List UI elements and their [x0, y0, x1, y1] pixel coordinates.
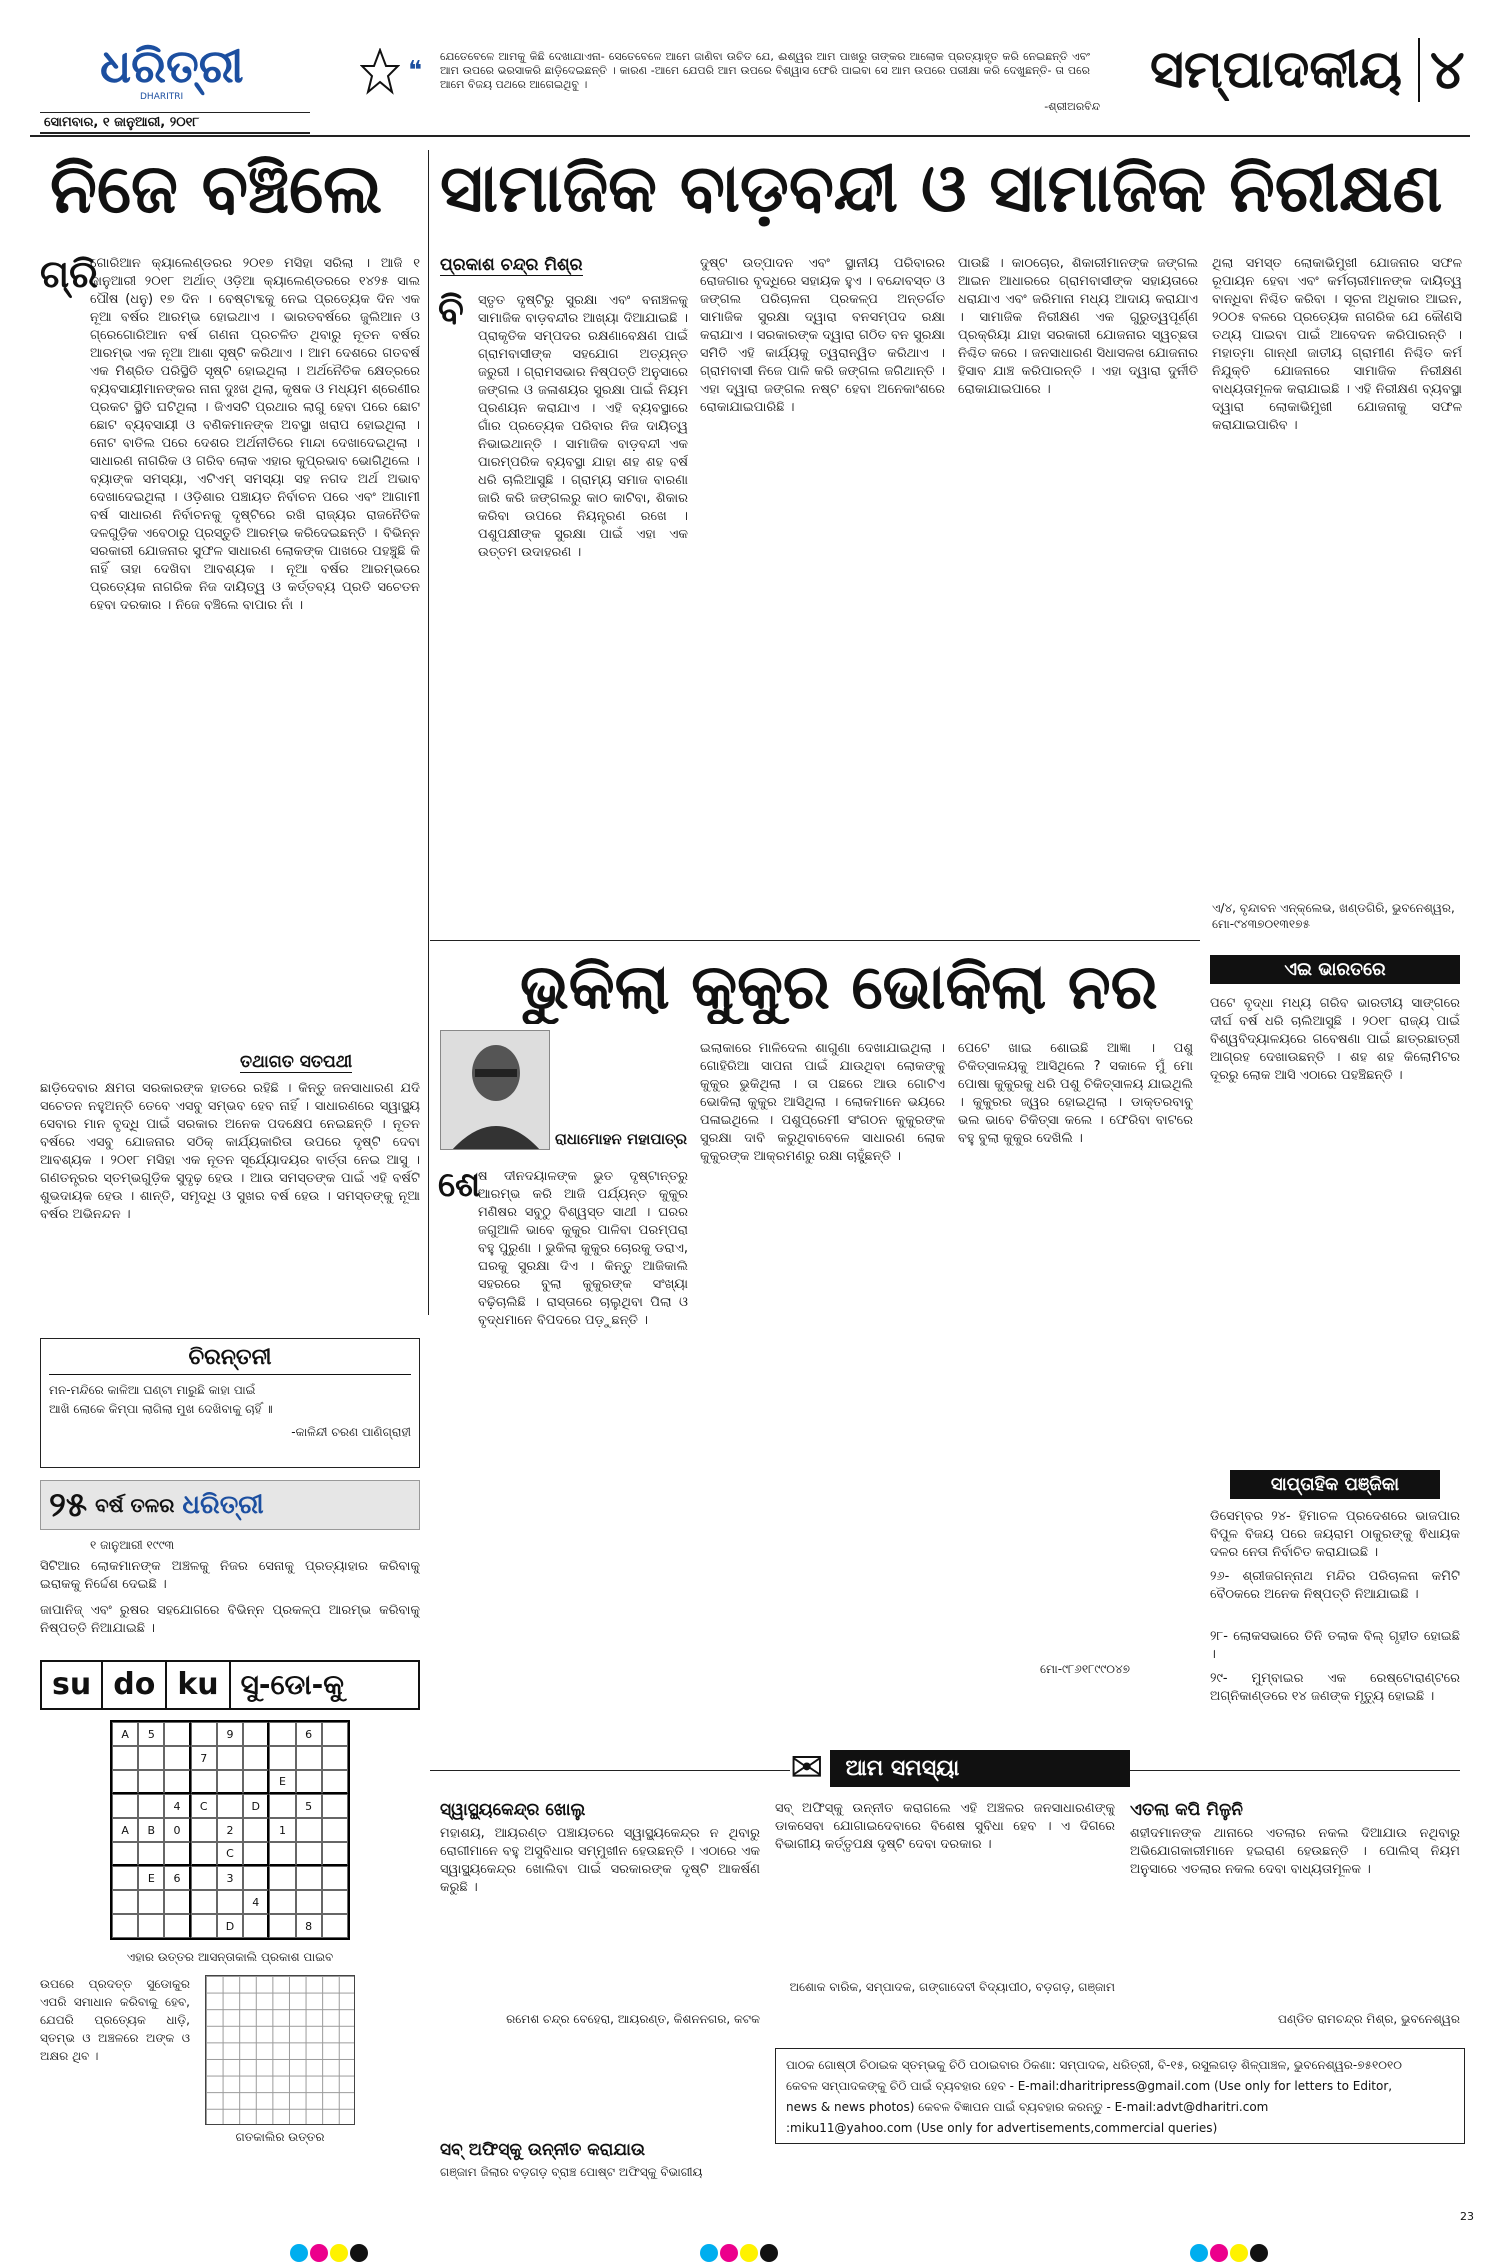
sudoku-cell[interactable]: 2	[217, 1818, 243, 1842]
sudoku-title-odia: ସୁ-ଡୋ-କୁ	[240, 1668, 344, 1701]
india-box-body: ପଟେ ବୃଦ୍ଧା ମଧ୍ୟ ଗରିବ ଭାରତୀୟ ସାଙ୍ଗରେ ଦୀର୍ଘ ବର୍ଷ ଧରି ଚାଲିଆସୁଛି । ୨୦୧୮ ରାଜ୍ୟ ପାଇଁ ବିଶ୍ୱବିଦ୍ୟାଳୟରେ ଗବେଷଣା ପାଇଁ ଛାତ୍ରଛାତ୍ରୀ ଆଗ୍ରହ ଦେଖାଉଛନ୍ତି । ଶହ ଶହ କିଲୋମିଟର ଦୂରରୁ ଲୋକ ଆସି ଏଠାରେ ପହଞ୍ଚିଛନ୍ତି ।	[1210, 996, 1460, 1083]
sudoku-cell[interactable]	[296, 1866, 322, 1890]
sudoku-cell[interactable]	[164, 1842, 190, 1866]
weekly-item: ୨୮- ଲୋକସଭାରେ ତିନି ତଲାକ ବିଲ୍ ଗୃହୀତ ହୋଇଛି ।	[1210, 1629, 1460, 1662]
sudoku-cell[interactable]	[164, 1722, 190, 1746]
header-rule	[30, 135, 1470, 137]
sudoku-cell[interactable]	[243, 1722, 269, 1746]
black-mark	[760, 2244, 778, 2262]
sudoku-cell[interactable]: 0	[164, 1818, 190, 1842]
black-mark	[350, 2244, 368, 2262]
chirantani-author: -କାଳିନ୍ଦୀ ଚରଣ ପାଣିଗ୍ରାହୀ	[291, 1425, 411, 1439]
sudoku-cell[interactable]	[191, 1914, 217, 1938]
sudoku-cell[interactable]	[191, 1722, 217, 1746]
masthead-subtitle: DHARITRI	[140, 92, 184, 102]
contact-line-4: :miku11@yahoo.com (Use only for advertisements,commercial queries)	[786, 2121, 1218, 2135]
letter-2-signature: ଅଶୋକ ବାରିକ, ସମ୍ପାଦକ, ଗଙ୍ଗାଦେବୀ ବିଦ୍ୟାପୀଠ, ବଡ଼ଗଡ଼, ଗଞ୍ଜାମ	[789, 1980, 1115, 1994]
editorial-body: ଗୋରିଆନ କ୍ୟାଲେଣ୍ଡରର ୨୦୧୭ ମସିହା ସରିଲା । ଆଜି ୧ ଜାନୁଆରୀ ୨୦୧୮ ଅର୍ଥାତ୍ ଓଡ଼ିଆ କ୍ୟାଲେଣ୍ଡରରେ ୧୪୨୫ ସାଲ ପୌଷ (ଧନୁ) ୧୭ ଦିନ । ବେଷ୍ଟାବ୍ଦକୁ ନେଇ ପ୍ରତ୍ୟେକ ଦିନ ଏକ ନୂଆ ବର୍ଷର ଆରମ୍ଭ ହୋଇଥାଏ । ଭାରତବର୍ଷରେ ଜୁଲିଆନ ଓ ଗ୍ରେଗୋରିଆନ ବର୍ଷ ଗଣନା ପ୍ରଚଳିତ ଥିବାରୁ ନୂତନ ବର୍ଷର ଆରମ୍ଭ ଏକ ନୂଆ ଆଶା ସୃଷ୍ଟି କରିଥାଏ । ଆମ ଦେଶରେ ଗତବର୍ଷ ଏକ ମିଶ୍ରିତ ପରିସ୍ଥିତି ସୃଷ୍ଟି ହୋଇଥିଲା । ଅର୍ଥନୈତିକ କ୍ଷେତ୍ରରେ ବ୍ୟବସାୟୀମାନଙ୍କର ନାନା ଦୁଃଖ ଥିଲା, କୃଷକ ଓ ମଧ୍ୟମ ଶ୍ରେଣୀର ପ୍ରକଟ ସ୍ଥିତି ଘଟିଥିଲା । ଜିଏସଟି ପ୍ରଥାର ଲାଗୁ ହେବା ପରେ ଛୋଟ ଛୋଟ ବ୍ୟବସାୟୀ ଓ ବଣିକମାନଙ୍କ ଅବସ୍ଥା ଖରାପ ହୋଇଥିଲା । ନୋଟ ବାତିଲ ପରେ ଦେଶର ଅର୍ଥନୀତିରେ ମାନ୍ଦା ଦେଖାଦେଇଥିଲା । ସାଧାରଣ ନାଗରିକ ଓ ଗରିବ ଲୋକ ଏହାର କୁପ୍ରଭାବ ଭୋଗିଥିଲେ । ବ୍ୟାଙ୍କ ସମସ୍ୟା, ଏଟିଏମ୍ ସମସ୍ୟା ସହ ନଗଦ ଅର୍ଥ ଅଭାବ ଦେଖାଦେଇଥିଲା । ଓଡ଼ିଶାର ପଞ୍ଚାୟତ ନିର୍ବାଚନ ପରେ ଏବଂ ଆଗାମୀ ବର୍ଷ ସାଧାରଣ ନିର୍ବାଚନକୁ ଦୃଷ୍ଟିରେ ରଖି ରାଜ୍ୟର ରାଜନୈତିକ ଦଳଗୁଡ଼ିକ ଏବେଠାରୁ ପ୍ରସ୍ତୁତି ଆରମ୍ଭ କରିଦେଇଛନ୍ତି । ବିଭିନ୍ନ ସରକାରୀ ଯୋଜନାର ସୁଫଳ ସାଧାରଣ ଲୋକଙ୍କ ପାଖରେ ପହଞ୍ଚୁଛି କି ନାହିଁ ତାହା ଦେଖିବା ଆବଶ୍ୟକ । ନୂଆ ବର୍ଷର ଆରମ୍ଭରେ ପ୍ରତ୍ୟେକ ନାଗରିକ ନିଜ ଦାୟିତ୍ୱ ଓ କର୍ତ୍ତବ୍ୟ ପ୍ରତି ସଚେତନ ହେବା ଦରକାର । ନିଜେ ବଞ୍ଚିଲେ ବାପାର ନାଁ ।	[90, 256, 420, 613]
second-article-col-1: ଷ ଦୀନଦୟାଳଙ୍କ ଭୁତ ଦୃଷ୍ଟାନ୍ତରୁ ଆରମ୍ଭ କରି ଆଜି ପର୍ଯ୍ୟନ୍ତ କୁକୁର ମଣିଷର ସବୁଠୁ ବିଶ୍ୱସ୍ତ ସାଥୀ । ଘରର ଜଗୁଆଳି ଭାବେ କୁକୁର ପାଳିବା ପରମ୍ପରା ବହୁ ପୁରୁଣା । ଭୁକିଲା କୁକୁର ଚୋରକୁ ଡରାଏ, ଘରକୁ ସୁରକ୍ଷା ଦିଏ । କିନ୍ତୁ ଆଜିକାଲି ସହରରେ ବୁଲା କୁକୁରଙ୍କ ସଂଖ୍ୟା ବଢ଼ିଚାଲିଛି । ରାସ୍ତାରେ ଚାଲୁଥିବା ପିଲା ଓ ବୃଦ୍ଧମାନେ ବିପଦରେ ପଡ଼ୁଛନ୍ତି ।	[478, 1169, 688, 1328]
sudoku-cell[interactable]: 7	[191, 1746, 217, 1770]
sudoku-cell[interactable]: D	[217, 1914, 243, 1938]
sudoku-grid[interactable]	[110, 1720, 350, 1940]
years-ago-title: ବର୍ଷ ତଳର	[95, 1493, 175, 1517]
magenta-mark	[1210, 2244, 1228, 2262]
years-ago-item: ଜାପାନିଜ୍ ଏବଂ ରୁଷର ସହଯୋଗରେ ବିଭିନ୍ନ ପ୍ରକଳ୍ପ ଆରମ୍ଭ କରିବାକୁ ନିଷ୍ପତ୍ତି ନିଆଯାଇଛି ।	[40, 1603, 420, 1636]
daily-quote: ଯେତେବେଳେ ଆମକୁ କିଛି ଦେଖାଯାଏନା- ସେତେବେଳେ ଆମେ ଜାଣିବା ଉଚିତ ଯେ, ଈଶ୍ୱର ଆମ ପାଖରୁ ତାଙ୍କର ଆଲୋକ ପ୍ରତ୍ୟାହୃତ କରି ନେଇଛନ୍ତି ଏବଂ ଆମ ଉପରେ ଭରସାକରି ଛାଡ଼ିଦେଇଛନ୍ତି । କାରଣ -ଆମେ ଯେପରି ଆମ ଉପରେ ବିଶ୍ୱାସ ଫେରି ପାଇବା ସେ ଆମ ଉପରେ ପରୀକ୍ଷା କରି ଦେଖୁଛନ୍ତି- ତା ପରେ ଆମେ ବିଜୟ ପଥରେ ଆଗେଇଥିବୁ ।	[440, 50, 1090, 91]
magenta-mark	[720, 2244, 738, 2262]
cyan-mark	[1190, 2244, 1208, 2262]
sudoku-cell[interactable]	[296, 1770, 322, 1794]
second-article-author: ରାଧାମୋହନ ମହାପାତ୍ର	[555, 1130, 688, 1148]
sudoku-cell[interactable]	[112, 1794, 138, 1818]
sudoku-cell[interactable]	[138, 1746, 164, 1770]
sudoku-cell[interactable]	[243, 1842, 269, 1866]
sudoku-title-su: su	[42, 1662, 103, 1708]
author-photo	[440, 1030, 550, 1150]
sudoku-cell[interactable]	[164, 1890, 190, 1914]
letters-footer-heading: ସବ୍ ଅଫିସ୍‌କୁ ଉନ୍ନୀତ କରାଯାଉ	[440, 2140, 646, 2160]
page-number: 23	[1460, 2210, 1474, 2223]
contact-line-2: କେବଳ ସମ୍ପାଦକଙ୍କୁ ଚିଠି ପାଇଁ ବ୍ୟବହାର ହେବ - E-mail:dharitripress@gmail.com (Use only for letters to Editor,	[786, 2079, 1393, 2093]
sudoku-cell[interactable]	[296, 1890, 322, 1914]
letter-3-body: ଶହୀଦମାନଙ୍କ ଥାନାରେ ଏତଲାର ନକଲ ଦିଆଯାଉ ନଥିବାରୁ ଅଭିଯୋଗକାରୀମାନେ ହଇରାଣ ହେଉଛନ୍ତି । ପୋଲିସ୍ ନିୟମ ଅନୁସାରେ ଏତଲାର ନକଲ ଦେବା ବାଧ୍ୟତାମୂଳକ ।	[1130, 1826, 1460, 1877]
sudoku-cell[interactable]: 4	[164, 1794, 190, 1818]
second-article-col-3: ପେଟେ ଖାଇ ଶୋଇଛି ଆଜ୍ଞା । ପଶୁ ଚିକିତ୍ସାଳୟକୁ ଆସିଥିଲେ ? ସକାଳେ ମୁଁ ମୋ ପୋଷା କୁକୁରକୁ ଧରି ପଶୁ ଚିକିତ୍ସାଳୟ ଯାଇଥିଲି । କୁକୁରର ଜ୍ୱର ହୋଇଥିଲା । ଡାକ୍ତରବାବୁ ଭଲ ଭାବେ ଚିକିତ୍ସା କଲେ । ଫେରିବା ବାଟରେ ବହୁ ବୁଲା କୁକୁର ଦେଖିଲି ।	[958, 1041, 1193, 1146]
weekly-item: ୨୯- ମୁମ୍ବାଇର ଏକ ରେଷ୍ଟୋରାଣ୍ଟରେ ଅଗ୍ନିକାଣ୍ଡରେ ୧୪ ଜଣଙ୍କ ମୃତ୍ୟୁ ହୋଇଛି ।	[1210, 1671, 1460, 1704]
editorial-title: ନିଜେ ବଞ୍ଚିଲେ	[50, 150, 383, 229]
sudoku-cell[interactable]	[322, 1890, 348, 1914]
yellow-mark	[330, 2244, 348, 2262]
sudoku-cell[interactable]	[138, 1914, 164, 1938]
sudoku-cell[interactable]: 4	[243, 1890, 269, 1914]
contact-box	[775, 2048, 1465, 2144]
guest-column-body: ଛାଡ଼ିଦେବାର କ୍ଷମତା ସରକାରଙ୍କ ହାତରେ ରହିଛି । କିନ୍ତୁ ଜନସାଧାରଣ ଯଦି ସଚେତନ ନହୁଅନ୍ତି ତେବେ ଏସବୁ ସମ୍ଭବ ହେବ ନାହିଁ । ସାଧାରଣରେ ସ୍ୱାସ୍ଥ୍ୟ ସେବାର ମାନ ବୃଦ୍ଧି ପାଇଁ ସରକାର ଅନେକ ପଦକ୍ଷେପ ନେଇଛନ୍ତି । ନୂତନ ବର୍ଷରେ ଏସବୁ ଯୋଜନାର ସଠିକ୍ କାର୍ଯ୍ୟକାରିତା ଉପରେ ଦୃଷ୍ଟି ଦେବା ଆବଶ୍ୟକ । ୨୦୧୮ ମସିହା ଏକ ନୂତନ ସୂର୍ଯ୍ୟୋଦୟର ବାର୍ତ୍ତା ନେଇ ଆସୁ । ଗଣତନ୍ତ୍ରର ସ୍ତମ୍ଭଗୁଡ଼ିକ ସୁଦୃଢ଼ ହେଉ । ଆଉ ସମସ୍ତଙ୍କ ପାଇଁ ଏହି ବର୍ଷଟି ଶୁଭଦାୟକ ହେଉ । ଶାନ୍ତି, ସମୃଦ୍ଧି ଓ ସୁଖର ବର୍ଷ ହେଉ । ସମସ୍ତଙ୍କୁ ନୂଆ ବର୍ଷର ଅଭିନନ୍ଦନ ।	[40, 1081, 420, 1222]
sudoku-title-do: do	[103, 1662, 167, 1708]
years-ago-item: ସିଟିଆର ଲୋକମାନଙ୍କ ଅଞ୍ଚଳକୁ ନିଜର ସେନାକୁ ପ୍ରତ୍ୟାହାର କରିବାକୁ ଇରାକକୁ ନିର୍ଦ୍ଦେଶ ଦେଇଛି ।	[40, 1559, 420, 1592]
letters-top-rule	[430, 1770, 790, 1771]
sudoku-cell[interactable]	[191, 1842, 217, 1866]
main-article-bottom-rule	[430, 940, 1200, 941]
years-ago-brand: ଧରିତ୍ରୀ	[182, 1489, 264, 1520]
guest-column-author: ତଥାଗତ ସତପଥୀ	[240, 1052, 353, 1072]
second-article-col-2: ଇଲାକାରେ ମାଳିଦେଲ ଶାଗୁଣା ଦେଖାଯାଇଥିଲା । ଗୋହିରିଆ ସାପନା ପାଇଁ ଯାଉଥିବା ଲୋକଙ୍କୁ କୁକୁର ଭୁକିଥିଲା । ତା ପଛରେ ଆଉ ଗୋଟିଏ ଭୋକିଲା କୁକୁର ଆସିଥିଲା । ଲୋକମାନେ ଭୟରେ ପଳାଇଥିଲେ । ପଶୁପ୍ରେମୀ ସଂଗଠନ କୁକୁରଙ୍କ ସୁରକ୍ଷା ଦାବି କରୁଥିବାବେଳେ ସାଧାରଣ ଲୋକ କୁକୁରଙ୍କ ଆକ୍ରମଣରୁ ରକ୍ଷା ଚାହୁଁଛନ୍ତି ।	[700, 1041, 945, 1164]
masthead-date: ସୋମବାର, ୧ ଜାନୁଆରୀ, ୨୦୧୮	[40, 112, 310, 134]
magenta-mark	[310, 2244, 328, 2262]
sudoku-cell[interactable]: E	[269, 1770, 295, 1794]
sudoku-cell[interactable]	[138, 1770, 164, 1794]
sudoku-cell[interactable]	[322, 1866, 348, 1890]
sudoku-cell[interactable]	[322, 1794, 348, 1818]
sudoku-cell[interactable]	[322, 1818, 348, 1842]
chirantani-title: ଚିରନ୍ତନୀ	[49, 1345, 411, 1375]
sudoku-cell[interactable]	[164, 1746, 190, 1770]
letters-icon: ✉	[790, 1745, 824, 1791]
weekly-item: ଡିସେମ୍ବର ୨୪- ହିମାଚଳ ପ୍ରଦେଶରେ ଭାଜପାର ବିପୁଳ ବିଜୟ ପରେ ଜୟରାମ ଠାକୁରଙ୍କୁ ଵିଧାୟକ ଦଳର ନେତା ନିର୍ବାଚିତ କରାଯାଇଛି ।	[1210, 1509, 1460, 1560]
daily-quote-author: -ଶ୍ରୀଅରବିନ୍ଦ	[1044, 100, 1100, 113]
sudoku-cell[interactable]	[269, 1842, 295, 1866]
sudoku-cell[interactable]	[243, 1914, 269, 1938]
chirantani-line-1: ମନ-ମନ୍ଦିରେ କାଳିଆ ଘଣ୍ଟା ମାରୁଛି କାହା ପାଇଁ	[49, 1383, 256, 1397]
section-page-number: ୪	[1418, 38, 1465, 102]
weekly-box-title: ସାପ୍ତାହିକ ପଞ୍ଜିକା	[1230, 1470, 1440, 1499]
sudoku-cell[interactable]	[243, 1866, 269, 1890]
sudoku-cell[interactable]	[269, 1866, 295, 1890]
sudoku-cell[interactable]	[164, 1914, 190, 1938]
contact-line-3: news & news photos) କେବଳ ବିଜ୍ଞାପନ ପାଇଁ ବ୍ୟବହାର କରନ୍ତୁ - E-mail:advt@dharitri.com	[786, 2100, 1269, 2114]
sudoku-cell[interactable]	[112, 1746, 138, 1770]
years-ago-banner	[40, 1480, 420, 1530]
quote-icon: ❝	[408, 56, 422, 86]
sudoku-answer-label: ଗତକାଲିର ଉତ୍ତର	[235, 2130, 325, 2144]
weekly-box-list	[1210, 1508, 1460, 1726]
sudoku-cell[interactable]: D	[243, 1794, 269, 1818]
second-article-drop-cap: ଶେ	[438, 1165, 481, 1205]
letter-2-body: ସବ୍ ଅଫିସ୍‌କୁ ଉନ୍ନୀତ କରାଗଲେ ଏହି ଅଞ୍ଚଳର ଜନସାଧାରଣଙ୍କୁ ଡାକସେବା ଯୋଗାଇଦେବାରେ ବିଶେଷ ସୁବିଧା ହେବ । ଏ ଦିଗରେ ବିଭାଗୀୟ କର୍ତ୍ତୃପକ୍ଷ ଦୃଷ୍ଟି ଦେବା ଦରକାର ।	[775, 1801, 1115, 1852]
letter-3-heading: ଏତଲା କପି ମିଳୁନି	[1130, 1800, 1243, 1820]
sudoku-cell[interactable]	[112, 1770, 138, 1794]
second-article-title: ଭୁକିଲା କୁକୁର ଭୋକିଲା ନର	[520, 950, 1158, 1023]
sudoku-cell[interactable]: 5	[296, 1794, 322, 1818]
sudoku-cell[interactable]	[191, 1770, 217, 1794]
years-ago-list	[40, 1558, 420, 1642]
sudoku-cell[interactable]: 1	[269, 1818, 295, 1842]
main-article-drop-cap: ବି	[438, 288, 464, 332]
sudoku-cell[interactable]	[322, 1914, 348, 1938]
sudoku-cell[interactable]: A	[112, 1818, 138, 1842]
yellow-mark	[1230, 2244, 1248, 2262]
sudoku-cell[interactable]: C	[217, 1842, 243, 1866]
main-article-col-3: ପାଉଛି । କାଠଚୋର, ଶିକାରୀମାନଙ୍କ ଜଙ୍ଗଲ ଆଇନ ଆଧାରରେ ଗ୍ରାମବାସୀଙ୍କ ସହାୟତାରେ ଧରାଯାଏ ଏବଂ ଜରିମାନା ମଧ୍ୟ ଆଦାୟ କରାଯାଏ । ସାମାଜିକ ନିରୀକ୍ଷଣ ଏକ ଗୁରୁତ୍ୱପୂର୍ଣ୍ଣ ପ୍ରକ୍ରିୟା ଯାହା ସରକାରୀ ଯୋଜନାର ସ୍ୱଚ୍ଛତା ନିଶ୍ଚିତ କରେ । ଜନସାଧାରଣ ସିଧାସଳଖ ଯୋଜନାର ହିସାବ ଯାଞ୍ଚ କରିପାରନ୍ତି । ଏହା ଦ୍ୱାରା ଦୁର୍ନୀତି ରୋକାଯାଇପାରେ ।	[958, 256, 1198, 397]
sudoku-cell[interactable]: 6	[296, 1722, 322, 1746]
editorial-drop-cap: ଗ୍ରି	[40, 252, 98, 296]
sudoku-title	[40, 1660, 420, 1710]
years-ago-number: ୨୫	[49, 1485, 88, 1525]
sudoku-cell[interactable]: A	[112, 1722, 138, 1746]
column-divider	[428, 150, 429, 1315]
sudoku-cell[interactable]	[138, 1890, 164, 1914]
letter-1-heading: ସ୍ୱାସ୍ଥ୍ୟକେନ୍ଦ୍ର ଖୋଲୁ	[440, 1800, 586, 1820]
sudoku-cell[interactable]: 5	[138, 1722, 164, 1746]
letters-banner	[790, 1746, 1130, 1790]
yellow-mark	[740, 2244, 758, 2262]
sudoku-cell[interactable]	[243, 1818, 269, 1842]
sudoku-cell[interactable]	[164, 1770, 190, 1794]
letter-1-signature: ରମେଶ ଚନ୍ଦ୍ର ବେହେରା, ଆୟରଣ୍ତ, କିଶନନଗର, କଟକ	[506, 2012, 760, 2026]
sudoku-cell[interactable]	[269, 1746, 295, 1770]
main-article-address: ଏ/୪, ବୃନ୍ଦାବନ ଏନ୍‌କ୍ଲେଭ, ଖଣ୍ଡଗିରି, ଭୁବନେଶ୍ୱର, ମୋ-୯୪୩୭୦୧୩୧୭୫	[1212, 901, 1455, 931]
masthead-logo	[100, 39, 244, 110]
sudoku-cell[interactable]	[112, 1890, 138, 1914]
main-article-col-2: ଦୁଷ୍ଟ ଉତ୍ପାଦନ ଏବଂ ସ୍ଥାନୀୟ ପରିବାରର ରୋଜଗାର ବୃଦ୍ଧିରେ ସହାୟକ ହୁଏ । ବନ୍ଦୋବସ୍ତ ଓ ଜଙ୍ଗଲ ପରିଚାଳନା ପ୍ରକଳ୍ପ ଅନ୍ତର୍ଗତ ସାମାଜିକ ସୁରକ୍ଷା ଦ୍ୱାରା ବନସମ୍ପଦ ରକ୍ଷା କରାଯାଏ । ସରକାରଙ୍କ ଦ୍ୱାରା ଗଠିତ ବନ ସୁରକ୍ଷା ସମିତି ଏହି କାର୍ଯ୍ୟକୁ ତ୍ୱରାନ୍ୱିତ କରିଥାଏ । ଗ୍ରାମବାସୀ ନିଜେ ପାଳି କରି ଜଙ୍ଗଲ ଜଗିଥାନ୍ତି । ଏହା ଦ୍ୱାରା ଜଙ୍ଗଲ ନଷ୍ଟ ହେବା ଅନେକାଂଶରେ ରୋକାଯାଇପାରିଛି ।	[700, 256, 945, 415]
star-emblem-icon	[360, 48, 400, 98]
sudoku-cell[interactable]: 9	[217, 1722, 243, 1746]
chirantani-box	[40, 1338, 420, 1468]
sudoku-cell[interactable]	[322, 1770, 348, 1794]
sudoku-cell[interactable]	[217, 1770, 243, 1794]
weekly-item: ୨୬- ଶ୍ରୀଜଗନ୍ନାଥ ମନ୍ଦିର ପରିଚାଳନା କମିଟି ବୈଠକରେ ଅନେକ ନିଷ୍ପତ୍ତି ନିଆଯାଇଛି ।	[1210, 1569, 1460, 1602]
chirantani-line-2: ଆଖି ଲୋକେ କିମ୍ପା ଲାଗିଲା ମୁଖ ଦେଖିବାକୁ ଚାହିଁ ॥	[49, 1402, 273, 1416]
sudoku-cell[interactable]: E	[138, 1866, 164, 1890]
sudoku-cell[interactable]	[243, 1746, 269, 1770]
sudoku-note: ଏହାର ଉତ୍ତର ଆସନ୍ତାକାଲି ପ୍ରକାଶ ପାଇବ	[126, 1950, 334, 1964]
sudoku-cell[interactable]: B	[138, 1818, 164, 1842]
sudoku-cell[interactable]: C	[191, 1794, 217, 1818]
sudoku-cell[interactable]	[217, 1794, 243, 1818]
sudoku-cell[interactable]	[217, 1890, 243, 1914]
sudoku-cell[interactable]	[112, 1842, 138, 1866]
sudoku-rules: ଉପରେ ପ୍ରଦତ୍ତ ସୁଡୋକୁର ଏପରି ସମାଧାନ କରିବାକୁ ହେବ, ଯେପରି ପ୍ରତ୍ୟେକ ଧାଡ଼ି, ସ୍ତମ୍ଭ ଓ ଅଞ୍ଚଳରେ ଅଙ୍କ ଓ ଅକ୍ଷର ଥିବ ।	[40, 1977, 190, 2063]
sudoku-cell[interactable]	[296, 1842, 322, 1866]
sudoku-cell[interactable]	[112, 1914, 138, 1938]
sudoku-cell[interactable]	[112, 1866, 138, 1890]
sudoku-cell[interactable]	[191, 1890, 217, 1914]
sudoku-cell[interactable]: 8	[296, 1914, 322, 1938]
sudoku-cell[interactable]	[322, 1842, 348, 1866]
india-box-title: ଏଇ ଭାରତରେ	[1210, 955, 1460, 984]
sudoku-cell[interactable]	[322, 1722, 348, 1746]
cyan-mark	[290, 2244, 308, 2262]
sudoku-cell[interactable]	[269, 1890, 295, 1914]
cyan-mark	[700, 2244, 718, 2262]
letter-1-body: ମହାଶୟ, ଆୟରଣ୍ତ ପଞ୍ଚାୟତରେ ସ୍ୱାସ୍ଥ୍ୟକେନ୍ଦ୍ର ନ ଥିବାରୁ ରୋଗୀମାନେ ବହୁ ଅସୁବିଧାର ସମ୍ମୁଖୀନ ହେଉଛନ୍ତି । ଏଠାରେ ଏକ ସ୍ୱାସ୍ଥ୍ୟକେନ୍ଦ୍ର ଖୋଲିବା ପାଇଁ ସରକାରଙ୍କ ଦୃଷ୍ଟି ଆକର୍ଷଣ କରୁଛି ।	[440, 1826, 760, 1895]
main-article-col-4: ଥିଲା ସମସ୍ତ ଲୋକାଭିମୁଖୀ ଯୋଜନାର ସଫଳ ରୂପାୟନ ହେବା ଏବଂ କର୍ମଚାରୀମାନଙ୍କ ଦାୟିତ୍ୱ ବାନ୍ଧିବା ନିଶ୍ଚିତ କରିବା । ସୂଚନା ଅଧିକାର ଆଇନ, ୨୦୦୫ ବଳରେ ପ୍ରତ୍ୟେକ ନାଗରିକ ଯେ କୌଣସି ତଥ୍ୟ ପାଇବା ପାଇଁ ଆବେଦନ କରିପାରନ୍ତି । ମହାତ୍ମା ଗାନ୍ଧୀ ଜାତୀୟ ଗ୍ରାମୀଣ ନିଶ୍ଚିତ କର୍ମ ନିଯୁକ୍ତି ଯୋଜନାରେ ସାମାଜିକ ନିରୀକ୍ଷଣ ବାଧ୍ୟତାମୂଳକ କରାଯାଇଛି । ଏହି ନିରୀକ୍ଷଣ ବ୍ୟବସ୍ଥା ଦ୍ୱାରା ଲୋକାଭିମୁଖୀ ଯୋଜନାକୁ ସଫଳ କରାଯାଇପାରିବ ।	[1212, 256, 1462, 433]
main-article-col-1: ସ୍ତୃତ ଦୃଷ୍ଟିରୁ ସୁରକ୍ଷା ଏବଂ ବନାଞ୍ଚଳକୁ ସାମାଜିକ ବାଡ଼ବନ୍ଦୀର ଆଖ୍ୟା ଦିଆଯାଇଛି । ପ୍ରାକୃତିକ ସମ୍ପଦର ରକ୍ଷଣାବେକ୍ଷଣ ପାଇଁ ଗ୍ରାମବାସୀଙ୍କ ସହଯୋଗ ଅତ୍ୟନ୍ତ ଜରୁରୀ । ଗ୍ରାମସଭାର ନିଷ୍ପତ୍ତି ଅନୁସାରେ ଜଙ୍ଗଲ ଓ ଜଳାଶୟର ସୁରକ୍ଷା ପାଇଁ ନିୟମ ପ୍ରଣୟନ କରାଯାଏ । ଏହି ବ୍ୟବସ୍ଥାରେ ଗାଁର ପ୍ରତ୍ୟେକ ପରିବାର ନିଜ ଦାୟିତ୍ୱ ନିଭାଇଥାନ୍ତି । ସାମାଜିକ ବାଡ଼ବନ୍ଦୀ ଏକ ପାରମ୍ପରିକ ବ୍ୟବସ୍ଥା ଯାହା ଶହ ଶହ ବର୍ଷ ଧରି ଚାଲିଆସୁଛି । ଗ୍ରାମ୍ୟ ସମାଜ ବାରଣା ଜାରି କରି ଜଙ୍ଗଲରୁ କାଠ କାଟିବା, ଶିକାର କରିବା ଉପରେ ନିୟନ୍ତ୍ରଣ ରଖେ । ପଶୁପକ୍ଷୀଙ୍କ ସୁରକ୍ଷା ପାଇଁ ଏହା ଏକ ଉତ୍ତମ ଉଦାହରଣ ।	[478, 293, 688, 560]
main-article-title: ସାମାଜିକ ବାଡ଼ବନ୍ଦୀ ଓ ସାମାଜିକ ନିରୀକ୍ଷଣ	[440, 150, 1443, 227]
second-article-address: ମୋ-୯୮୬୧୮୯୯୦୪୭	[1040, 1662, 1130, 1676]
letters-top-rule-right	[1130, 1770, 1460, 1771]
sudoku-cell[interactable]: 6	[164, 1866, 190, 1890]
main-article-author: ପ୍ରକାଶ ଚନ୍ଦ୍ର ମିଶ୍ର	[440, 255, 583, 275]
sudoku-cell[interactable]	[269, 1794, 295, 1818]
sudoku-cell[interactable]	[243, 1770, 269, 1794]
sudoku-cell[interactable]	[191, 1818, 217, 1842]
contact-line-1: ପାଠକ ଗୋଷ୍ଠୀ ଚିଠାଇକ ସ୍ତମ୍ଭକୁ ଚିଠି ପଠାଇବାର ଠିକଣା: ସମ୍ପାଦକ, ଧରିତ୍ରୀ, ବି-୧୫, ରସୁଲଗଡ଼ ଶିଳ୍ପାଞ୍ଚଳ, ଭୁବନେଶ୍ୱର-୭୫୧୦୧୦	[786, 2058, 1402, 2072]
years-ago-date: ୧ ଜାନୁଆରୀ ୧୯୯୩	[90, 1538, 175, 1552]
sudoku-cell[interactable]	[217, 1746, 243, 1770]
sudoku-cell[interactable]	[269, 1722, 295, 1746]
sudoku-answer-grid	[205, 1975, 355, 2125]
sudoku-cell[interactable]	[138, 1842, 164, 1866]
black-mark	[1250, 2244, 1268, 2262]
sudoku-title-ku: ku	[167, 1662, 230, 1708]
sudoku-cell[interactable]	[138, 1794, 164, 1818]
sudoku-cell[interactable]	[269, 1914, 295, 1938]
section-title: ସମ୍ପାଦକୀୟ	[1150, 40, 1402, 100]
registration-marks	[0, 2240, 1500, 2268]
letter-3-signature: ପଣ୍ଡିତ ରାମଚନ୍ଦ୍ର ମିଶ୍ର, ଭୁବନେଶ୍ୱର	[1278, 2012, 1460, 2026]
sudoku-cell[interactable]: 3	[217, 1866, 243, 1890]
masthead-title: ଧରିତ୍ରୀ	[100, 39, 244, 93]
letters-footer-sub: ଗଞ୍ଜାମ ଜିଲାର ବଡ଼ଗଡ଼ ବ୍ରାଞ୍ଚ ପୋଷ୍ଟ ଅଫିସ୍‌କୁ ବିଭାଗୀୟ	[440, 2165, 703, 2179]
letters-title: ଆମ ସମସ୍ୟା	[830, 1750, 1130, 1787]
sudoku-cell[interactable]	[322, 1746, 348, 1770]
sudoku-cell[interactable]	[296, 1818, 322, 1842]
sudoku-cell[interactable]	[191, 1866, 217, 1890]
sudoku-cell[interactable]	[296, 1746, 322, 1770]
